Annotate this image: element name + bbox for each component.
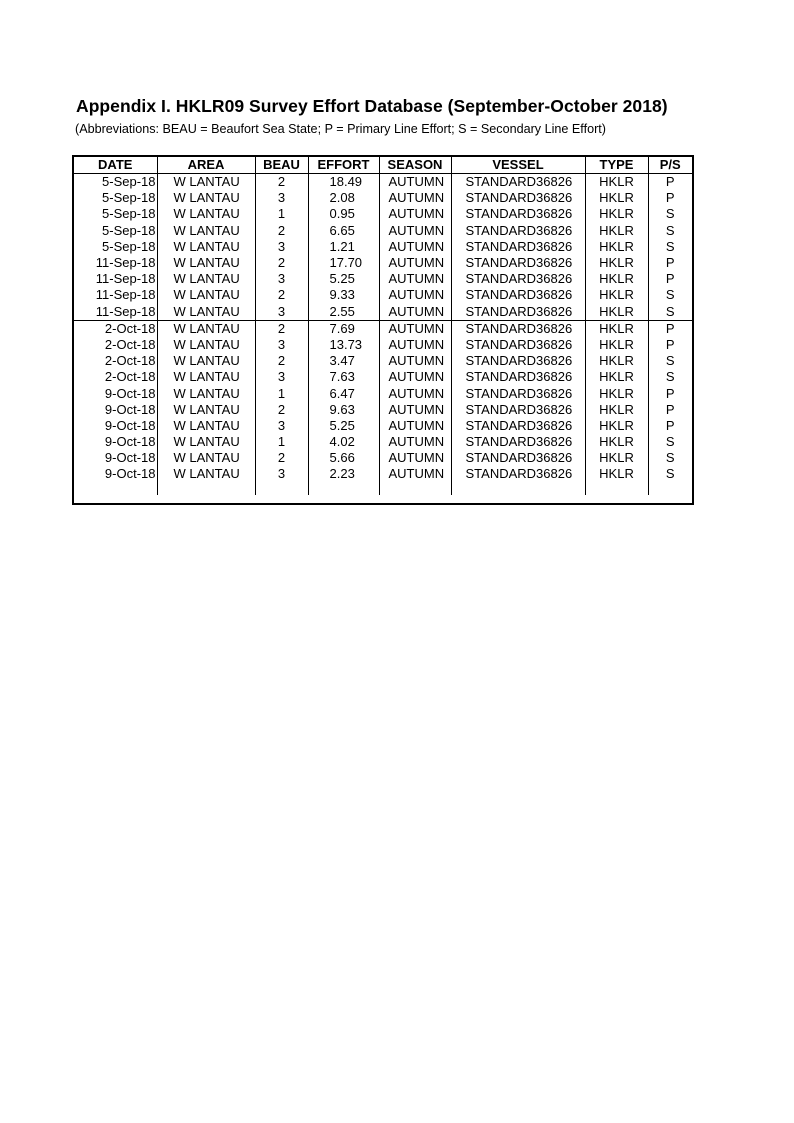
cell-date: 2-Oct-18 [74, 337, 157, 353]
cell-season: AUTUMN [379, 434, 451, 450]
cell-season: AUTUMN [379, 418, 451, 434]
cell-type: HKLR [585, 402, 648, 418]
cell-beau: 3 [255, 239, 308, 255]
cell-ps: P [665, 271, 675, 287]
table-row [74, 450, 692, 466]
cell-effort: 6.65 [308, 223, 379, 239]
cell-ps: S [665, 450, 675, 466]
cell-season: AUTUMN [379, 223, 451, 239]
cell-effort: 4.02 [308, 434, 379, 450]
cell-season: AUTUMN [379, 353, 451, 369]
cell-area: W LANTAU [157, 223, 255, 239]
cell-date: 11-Sep-18 [74, 304, 157, 321]
cell-vessel: STANDARD36826 [451, 353, 585, 369]
cell-vessel: STANDARD36826 [451, 223, 585, 239]
table-row [74, 174, 692, 191]
cell-type: HKLR [585, 206, 648, 222]
cell-vessel: STANDARD36826 [451, 337, 585, 353]
cell-beau: 2 [255, 353, 308, 369]
cell-vessel: STANDARD36826 [451, 239, 585, 255]
cell-beau: 2 [255, 287, 308, 303]
cell-beau: 2 [255, 255, 308, 271]
cell-vessel: STANDARD36826 [451, 190, 585, 206]
cell-effort: 9.63 [308, 402, 379, 418]
cell-season: AUTUMN [379, 190, 451, 206]
cell-vessel: STANDARD36826 [451, 369, 585, 385]
cell-date: 5-Sep-18 [74, 206, 157, 222]
table-row [74, 304, 692, 321]
cell-effort: 5.25 [308, 271, 379, 287]
cell-effort: 2.55 [308, 304, 379, 321]
cell-ps: S [665, 369, 675, 385]
header-beau: BEAU [255, 157, 308, 174]
cell-beau: 3 [255, 304, 308, 321]
cell-season: AUTUMN [379, 369, 451, 385]
spacer-cell [255, 483, 308, 495]
cell-ps: P [665, 385, 675, 401]
cell-effort: 2.23 [308, 466, 379, 482]
table-body [74, 174, 692, 495]
header-effort: EFFORT [308, 157, 379, 174]
cell-vessel: STANDARD36826 [451, 271, 585, 287]
cell-vessel: STANDARD36826 [451, 255, 585, 271]
spacer-cell [451, 483, 585, 495]
cell-beau: 2 [255, 174, 308, 191]
cell-area: W LANTAU [157, 418, 255, 434]
table-row [74, 287, 692, 303]
table-row [74, 369, 692, 385]
cell-date: 9-Oct-18 [74, 385, 157, 401]
cell-type: HKLR [585, 271, 648, 287]
cell-ps: P [648, 320, 692, 337]
cell-season: AUTUMN [379, 337, 451, 353]
cell-ps: P [665, 190, 675, 206]
cell-vessel: STANDARD36826 [451, 304, 585, 321]
cell-area: W LANTAU [157, 287, 255, 303]
header-date: DATE [74, 157, 157, 174]
cell-effort: 5.66 [308, 450, 379, 466]
table-row [74, 385, 692, 401]
cell-vessel: STANDARD36826 [451, 402, 585, 418]
cell-effort: 17.70 [308, 255, 379, 271]
cell-beau: 3 [255, 271, 308, 287]
cell-area: W LANTAU [157, 320, 255, 337]
cell-date: 9-Oct-18 [74, 434, 157, 450]
cell-area: W LANTAU [157, 369, 255, 385]
cell-type: HKLR [585, 190, 648, 206]
table-row [74, 206, 692, 222]
header-season: SEASON [379, 157, 451, 174]
cell-beau: 3 [255, 418, 308, 434]
cell-type: HKLR [585, 255, 648, 271]
document-title: Appendix I. HKLR09 Survey Effort Database (September-October 2018) [76, 96, 668, 116]
cell-area: W LANTAU [157, 353, 255, 369]
header-type: TYPE [585, 157, 648, 174]
cell-type: HKLR [585, 369, 648, 385]
cell-effort: 7.69 [308, 320, 379, 337]
cell-area: W LANTAU [157, 174, 255, 191]
cell-effort: 6.47 [308, 385, 379, 401]
cell-type: HKLR [585, 287, 648, 303]
cell-area: W LANTAU [157, 402, 255, 418]
cell-season: AUTUMN [379, 450, 451, 466]
cell-area: W LANTAU [157, 385, 255, 401]
cell-type: HKLR [585, 174, 648, 191]
cell-date: 5-Sep-18 [74, 223, 157, 239]
survey-effort-table [72, 155, 694, 505]
cell-season: AUTUMN [379, 174, 451, 191]
table-row [74, 255, 692, 271]
cell-ps: S [665, 206, 675, 222]
cell-effort: 5.25 [308, 418, 379, 434]
cell-effort: 0.95 [308, 206, 379, 222]
cell-type: HKLR [585, 418, 648, 434]
cell-type: HKLR [585, 353, 648, 369]
table-row [74, 320, 692, 337]
cell-season: AUTUMN [379, 320, 451, 337]
cell-beau: 1 [255, 434, 308, 450]
cell-season: AUTUMN [379, 206, 451, 222]
cell-effort: 9.33 [308, 287, 379, 303]
header-area: AREA [157, 157, 255, 174]
cell-type: HKLR [585, 466, 648, 482]
cell-area: W LANTAU [157, 337, 255, 353]
table-row [74, 190, 692, 206]
cell-season: AUTUMN [379, 466, 451, 482]
cell-date: 2-Oct-18 [74, 353, 157, 369]
cell-type: HKLR [585, 304, 648, 321]
cell-vessel: STANDARD36826 [451, 320, 585, 337]
cell-area: W LANTAU [157, 206, 255, 222]
cell-date: 5-Sep-18 [74, 239, 157, 255]
cell-vessel: STANDARD36826 [451, 450, 585, 466]
effort-table [74, 157, 692, 495]
cell-ps: P [665, 336, 675, 352]
spacer-cell [308, 483, 379, 495]
table-row [74, 402, 692, 418]
cell-date: 11-Sep-18 [74, 271, 157, 287]
cell-vessel: STANDARD36826 [451, 434, 585, 450]
cell-beau: 1 [255, 385, 308, 401]
cell-ps: S [665, 222, 675, 238]
cell-effort: 13.73 [308, 337, 379, 353]
spacer-cell [379, 483, 451, 495]
cell-area: W LANTAU [157, 304, 255, 321]
cell-date: 9-Oct-18 [74, 466, 157, 482]
cell-type: HKLR [585, 385, 648, 401]
cell-date: 11-Sep-18 [74, 255, 157, 271]
cell-type: HKLR [585, 223, 648, 239]
table-row [74, 466, 692, 482]
cell-effort: 3.47 [308, 353, 379, 369]
table-row [74, 353, 692, 369]
cell-area: W LANTAU [157, 434, 255, 450]
cell-ps: P [665, 174, 675, 190]
spacer-cell [585, 483, 648, 495]
cell-season: AUTUMN [379, 271, 451, 287]
cell-date: 5-Sep-18 [74, 174, 157, 191]
cell-ps: S [665, 303, 675, 319]
table-row [74, 239, 692, 255]
cell-area: W LANTAU [157, 271, 255, 287]
cell-ps: S [665, 353, 675, 369]
cell-effort: 7.63 [308, 369, 379, 385]
cell-season: AUTUMN [379, 287, 451, 303]
cell-type: HKLR [585, 434, 648, 450]
cell-date: 2-Oct-18 [74, 320, 157, 337]
cell-type: HKLR [585, 320, 648, 337]
cell-beau: 2 [255, 450, 308, 466]
cell-beau: 3 [255, 337, 308, 353]
cell-date: 9-Oct-18 [74, 450, 157, 466]
cell-date: 9-Oct-18 [74, 418, 157, 434]
cell-beau: 3 [255, 466, 308, 482]
cell-date: 9-Oct-18 [74, 402, 157, 418]
table-row [74, 223, 692, 239]
cell-beau: 1 [255, 206, 308, 222]
cell-effort: 2.08 [308, 190, 379, 206]
header-vessel: VESSEL [451, 157, 585, 174]
cell-beau: 2 [255, 223, 308, 239]
cell-area: W LANTAU [157, 239, 255, 255]
cell-beau: 2 [255, 320, 308, 337]
cell-ps: S [665, 434, 675, 450]
cell-type: HKLR [585, 337, 648, 353]
cell-beau: 2 [255, 402, 308, 418]
cell-effort: 18.49 [308, 174, 379, 191]
table-row [74, 418, 692, 434]
cell-ps: S [665, 238, 675, 254]
cell-date: 5-Sep-18 [74, 190, 157, 206]
cell-ps: P [665, 417, 675, 433]
cell-type: HKLR [585, 450, 648, 466]
cell-area: W LANTAU [157, 255, 255, 271]
cell-date: 2-Oct-18 [74, 369, 157, 385]
spacer-cell [648, 483, 692, 495]
cell-ps: S [665, 287, 675, 303]
cell-vessel: STANDARD36826 [451, 418, 585, 434]
cell-beau: 3 [255, 369, 308, 385]
cell-vessel: STANDARD36826 [451, 466, 585, 482]
cell-vessel: STANDARD36826 [451, 174, 585, 191]
cell-season: AUTUMN [379, 385, 451, 401]
header-ps: P/S [648, 157, 692, 174]
cell-vessel: STANDARD36826 [451, 385, 585, 401]
table-row [74, 434, 692, 450]
abbreviations-note: (Abbreviations: BEAU = Beaufort Sea State; P = Primary Line Effort; S = Secondary Line Effort) [75, 122, 606, 136]
table-row [74, 337, 692, 353]
cell-type: HKLR [585, 239, 648, 255]
cell-season: AUTUMN [379, 255, 451, 271]
cell-ps: P [665, 401, 675, 417]
cell-ps: P [665, 255, 675, 271]
cell-season: AUTUMN [379, 402, 451, 418]
cell-vessel: STANDARD36826 [451, 206, 585, 222]
cell-beau: 3 [255, 190, 308, 206]
cell-season: AUTUMN [379, 304, 451, 321]
cell-ps: S [665, 466, 675, 482]
table-header-row [74, 157, 692, 174]
table-spacer-row [74, 483, 692, 495]
spacer-cell [157, 483, 255, 495]
cell-effort: 1.21 [308, 239, 379, 255]
cell-area: W LANTAU [157, 450, 255, 466]
cell-season: AUTUMN [379, 239, 451, 255]
cell-area: W LANTAU [157, 190, 255, 206]
cell-date: 11-Sep-18 [74, 287, 157, 303]
cell-vessel: STANDARD36826 [451, 287, 585, 303]
table-row [74, 271, 692, 287]
spacer-cell [74, 483, 157, 495]
cell-area: W LANTAU [157, 466, 255, 482]
